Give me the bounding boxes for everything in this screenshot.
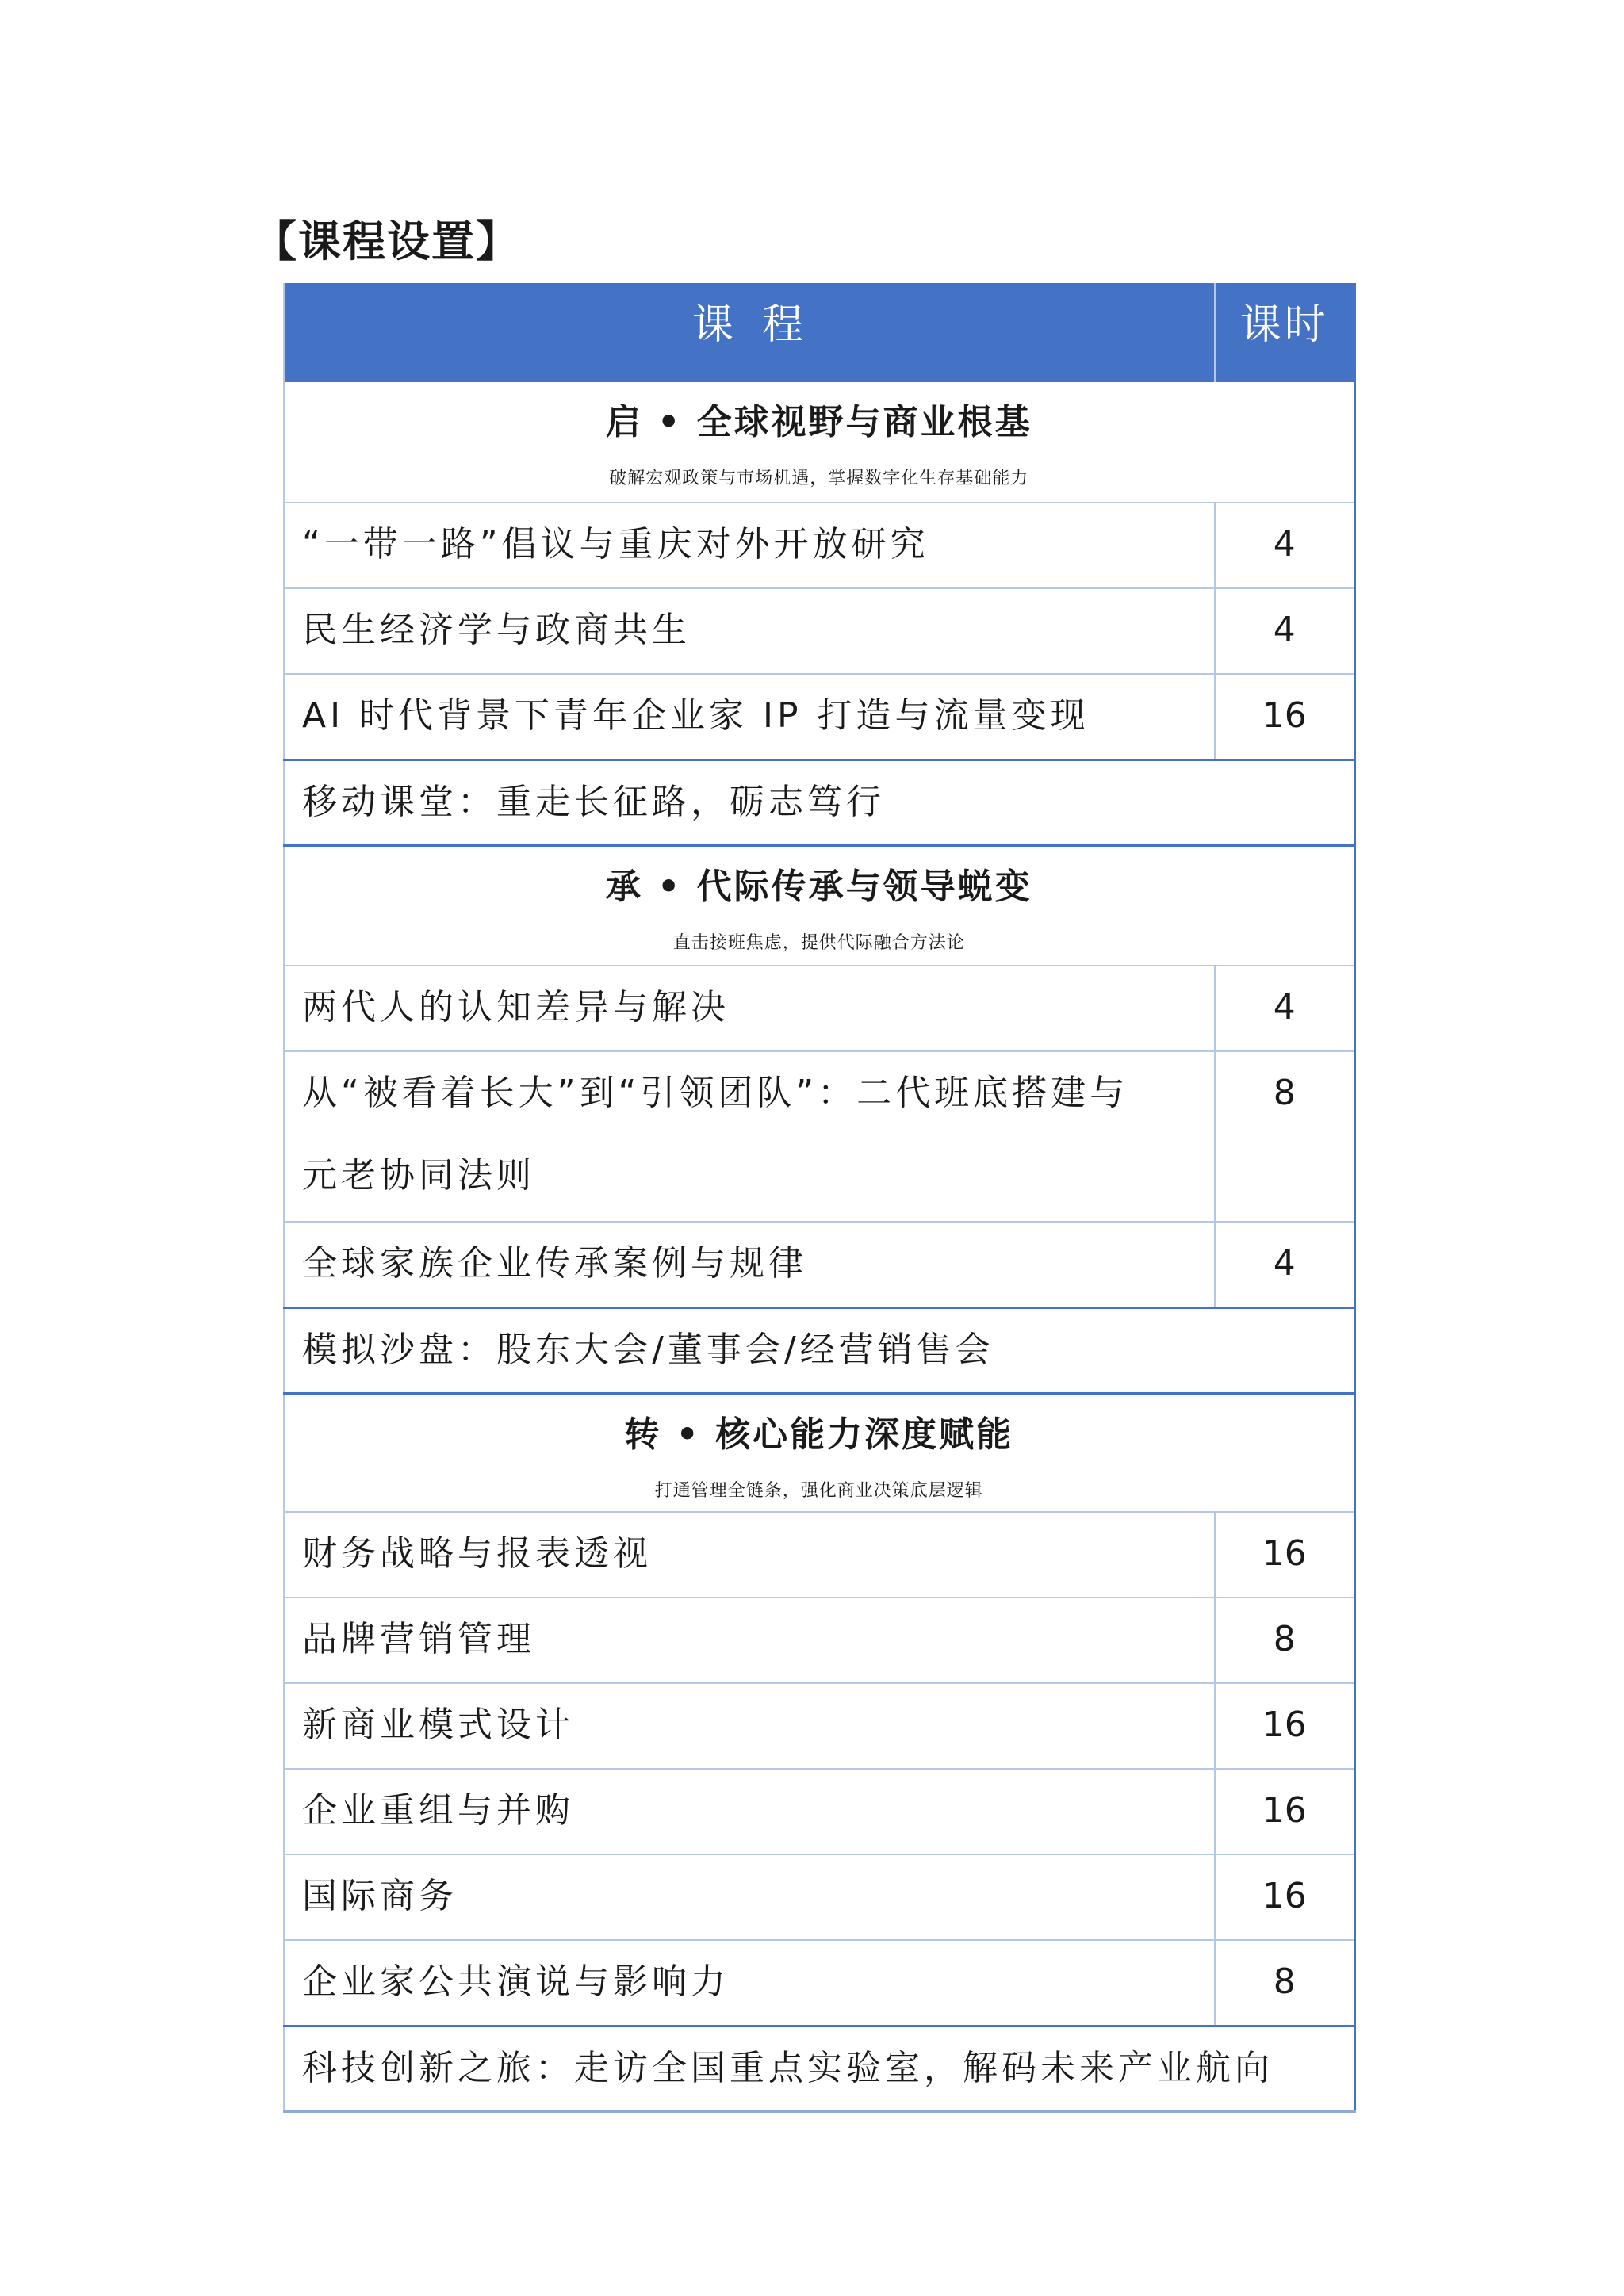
course-hours: 4 (1215, 1222, 1354, 1307)
course-hours: 16 (1215, 674, 1354, 760)
table-row (284, 674, 1354, 760)
course-name: 企业重组与并购 (284, 1769, 1215, 1854)
course-hours: 16 (1215, 1769, 1354, 1854)
activity-row (284, 1307, 1354, 1393)
course-hours: 4 (1215, 588, 1354, 674)
course-hours: 8 (1215, 1940, 1354, 2026)
header-course (284, 283, 1215, 382)
course-name-line-2: 元老协同法则 (302, 1155, 535, 1196)
course-hours: 16 (1215, 1854, 1354, 1940)
course-name: “一带一路”倡议与重庆对外开放研究 (284, 503, 1215, 588)
section-title: 转 • 核心能力深度赋能 (624, 1414, 1014, 1455)
header-course-char-1: 课 (691, 301, 762, 349)
section-title: 承 • 代际传承与领导蜕变 (605, 866, 1032, 907)
page-heading: 【课程设置】 (254, 216, 520, 266)
activity-name: 模拟沙盘：股东大会/董事会/经营销售会 (284, 1307, 1354, 1393)
course-name: 财务战略与报表透视 (284, 1512, 1215, 1598)
course-name: 新商业模式设计 (284, 1683, 1215, 1769)
course-name (284, 1051, 1215, 1222)
section-row (284, 845, 1354, 966)
table-row (284, 1683, 1354, 1769)
table-row (284, 1222, 1354, 1307)
course-name: 企业家公共演说与影响力 (284, 1940, 1215, 2026)
course-name: 品牌营销管理 (284, 1598, 1215, 1683)
table-row (284, 1598, 1354, 1683)
section-row (284, 1393, 1354, 1512)
header-course-char-2: 程 (762, 301, 807, 349)
course-hours: 16 (1215, 1512, 1354, 1598)
course-hours: 4 (1215, 966, 1354, 1051)
table-row (284, 1512, 1354, 1598)
activity-row (284, 2026, 1354, 2111)
section-cell (284, 382, 1354, 503)
section-row (284, 382, 1354, 503)
course-name: 国际商务 (284, 1854, 1215, 1940)
course-hours: 4 (1215, 503, 1354, 588)
table-row (284, 503, 1354, 588)
course-hours: 8 (1215, 1051, 1354, 1222)
table-header-row (284, 283, 1354, 382)
header-hours: 课时 (1215, 283, 1354, 382)
course-table (283, 283, 1356, 2113)
course-name: AI 时代背景下青年企业家 IP 打造与流量变现 (284, 674, 1215, 760)
table-row (284, 1854, 1354, 1940)
table-row (284, 588, 1354, 674)
section-subtitle: 直击接班焦虑，提供代际融合方法论 (672, 932, 965, 953)
section-subtitle: 破解宏观政策与市场机遇，掌握数字化生存基础能力 (609, 469, 1029, 488)
course-hours: 16 (1215, 1683, 1354, 1769)
section-subtitle: 打通管理全链条，强化商业决策底层逻辑 (654, 1480, 983, 1501)
section-cell (284, 845, 1354, 966)
course-hours: 8 (1215, 1598, 1354, 1683)
activity-name: 移动课堂：重走长征路，砺志笃行 (284, 760, 1354, 845)
table-row (284, 1940, 1354, 2026)
course-name: 民生经济学与政商共生 (284, 588, 1215, 674)
table-row (284, 1051, 1354, 1222)
course-name-line-1: 从“被看着长大”到“引领团队”：二代班底搭建与 (302, 1073, 1129, 1113)
section-title: 启 • 全球视野与商业根基 (605, 402, 1032, 442)
table-row (284, 966, 1354, 1051)
activity-name: 科技创新之旅：走访全国重点实验室，解码未来产业航向 (284, 2026, 1354, 2111)
table-row (284, 1769, 1354, 1854)
section-cell (284, 1393, 1354, 1512)
course-name: 全球家族企业传承案例与规律 (284, 1222, 1215, 1307)
activity-row (284, 760, 1354, 845)
course-name: 两代人的认知差异与解决 (284, 966, 1215, 1051)
